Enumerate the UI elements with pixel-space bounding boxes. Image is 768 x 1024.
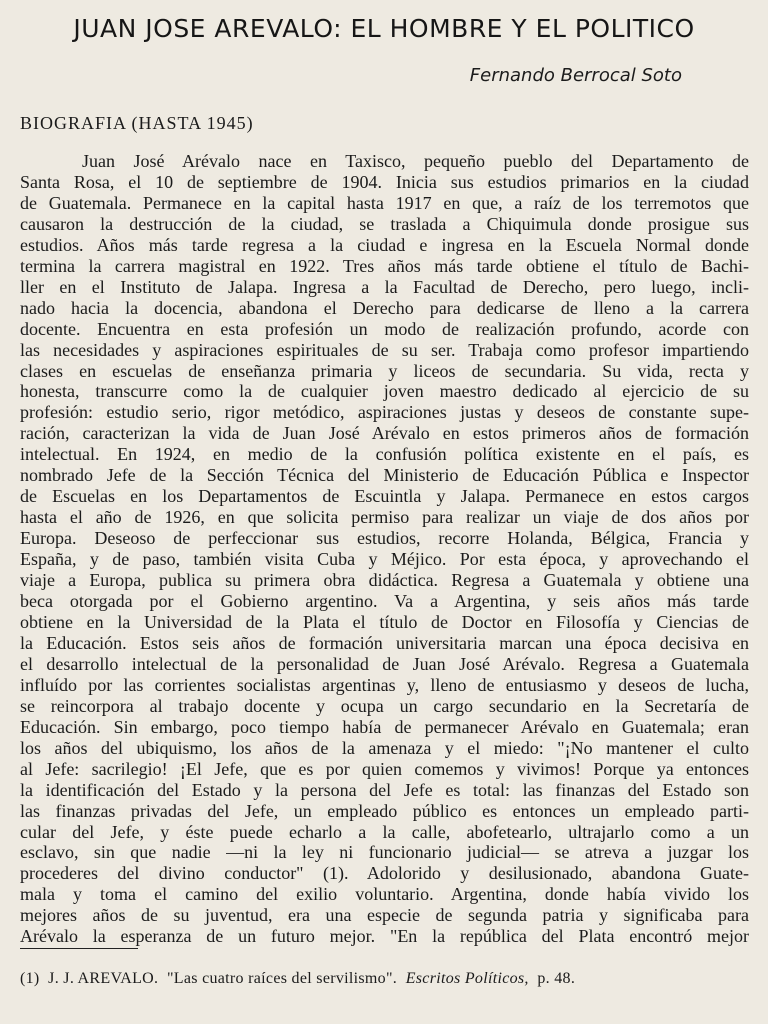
body-line: termina la carrera magistral en 1922. Tres años más tarde obtiene el título de Bachi- bbox=[20, 255, 749, 276]
footnote-author: J. J. AREVALO. bbox=[48, 970, 159, 987]
body-line: esclavo, sin que nadie —ni la ley ni funcionario judicial— se atreva a juzgar los bbox=[20, 842, 749, 863]
article-title: JUAN JOSE AREVALO: EL HOMBRE Y EL POLITICO bbox=[73, 14, 695, 43]
body-line: influído por las corrientes socialistas argentinas y, lleno de entusiasmo y deseos de lucha, bbox=[20, 674, 749, 695]
body-line: Santa Rosa, el 10 de septiembre de 1904. Inicia sus estudios primarios en la ciudad bbox=[20, 171, 749, 192]
footnote-page: p. 48. bbox=[537, 970, 576, 987]
footnote-marker: (1) bbox=[20, 970, 40, 987]
body-line: se reincorpora al trabajo docente y ocupa un cargo secundario en la Secretaría de bbox=[20, 695, 749, 716]
body-text bbox=[20, 151, 749, 947]
body-line: docente. Encuentra en esta profesión un modo de realización profundo, acorde con bbox=[20, 318, 749, 339]
body-line: honesta, transcurre como la de cualquier joven maestro dedicado al ejercicio de su bbox=[20, 381, 749, 402]
footnote-divider bbox=[20, 948, 138, 949]
body-line: obtiene en la Universidad de la Plata el título de Doctor en Filosofía y Ciencias de bbox=[20, 611, 749, 632]
body-line: procederes del divino conductor" (1). Adolorido y desilusionado, abandona Guate- bbox=[20, 863, 749, 884]
body-line: ración, caracterizan la vida de Juan José Arévalo en estos primeros años de formación bbox=[20, 423, 749, 444]
body-line: beca otorgada por el Gobierno argentino. Va a Argentina, y seis años más tarde bbox=[20, 591, 749, 612]
section-heading: BIOGRAFIA (HASTA 1945) bbox=[20, 113, 254, 133]
body-line: intelectual. En 1924, en medio de la confusión política existente en el país, es bbox=[20, 444, 749, 465]
body-line: hasta el año de 1926, en que solicita permiso para realizar un viaje de dos años por bbox=[20, 507, 749, 528]
body-line: nombrado Jefe de la Sección Técnica del Ministerio de Educación Pública e Inspector bbox=[20, 465, 749, 486]
footnote-chapter: "Las cuatro raíces del servilismo". bbox=[166, 970, 398, 987]
body-line: profesión: estudio serio, rigor metódico, aspiraciones justas y deseos de constante supe- bbox=[20, 402, 749, 423]
body-line: nado hacia la docencia, abandona el Derecho para dedicarse de lleno a la carrera bbox=[20, 297, 749, 318]
body-line: viaje a Europa, publica su primera obra didáctica. Regresa a Guatemala y obtiene una bbox=[20, 570, 749, 591]
body-line: cular del Jefe, y éste puede echarlo a la calle, abofetearlo, ultrajarlo como a un bbox=[20, 821, 749, 842]
body-line: de Escuelas en los Departamentos de Escuintla y Jalapa. Permanece en estos cargos bbox=[20, 486, 749, 507]
body-line: Europa. Deseoso de perfeccionar sus estudios, recorre Holanda, Bélgica, Francia y bbox=[20, 528, 749, 549]
body-line: clases en escuelas de enseñanza primaria y liceos de secundaria. Su vida, recta y bbox=[20, 360, 749, 381]
body-line: las finanzas privadas del Jefe, un empleado público es entonces un empleado parti- bbox=[20, 800, 749, 821]
body-line: Juan José Arévalo nace en Taxisco, pequeño pueblo del Departamento de bbox=[82, 151, 749, 171]
body-line: el desarrollo intelectual de la personalidad de Juan José Arévalo. Regresa a Guatemala bbox=[20, 653, 749, 674]
body-line: ller en el Instituto de Jalapa. Ingresa a la Facultad de Derecho, pero luego, incli- bbox=[20, 276, 749, 297]
author-name: Fernando Berrocal Soto bbox=[469, 65, 682, 86]
body-line: mejores años de su juventud, era una especie de segunda patria y significaba para bbox=[20, 905, 749, 926]
body-line: mala y toma el camino del exilio voluntario. Argentina, donde había vivido los bbox=[20, 884, 749, 905]
body-line: la identificación del Estado y la persona del Jefe es total: las finanzas del Estado son bbox=[20, 779, 749, 800]
body-line: causaron la destrucción de la ciudad, se traslada a Chiquimula donde prosigue sus bbox=[20, 213, 749, 234]
body-line: las necesidades y aspiraciones espirituales de su ser. Trabaja como profesor impartiendo bbox=[20, 339, 749, 360]
body-line: la Educación. Estos seis años de formación universitaria marcan una época decisiva en bbox=[20, 632, 749, 653]
body-line: España, y de paso, también visita Cuba y Méjico. Por esta época, y aprovechando el bbox=[20, 549, 749, 570]
body-line: Educación. Sin embargo, poco tiempo había de permanecer Arévalo en Guatemala; eran bbox=[20, 716, 749, 737]
body-line: de Guatemala. Permanece en la capital hasta 1917 en que, a raíz de los terremotos que bbox=[20, 192, 749, 213]
footnote-work: Escritos Políticos, bbox=[405, 970, 529, 987]
body-line: estudios. Años más tarde regresa a la ciudad e ingresa en la Escuela Normal donde bbox=[20, 234, 749, 255]
body-line: Arévalo la esperanza de un futuro mejor. "En la república del Plata encontró mejor bbox=[20, 926, 749, 947]
body-line: al Jefe: sacrilegio! ¡El Jefe, que es por quien comemos y vivimos! Porque ya entonces bbox=[20, 758, 749, 779]
body-line: los años del ubiquismo, los años de la amenaza y el miedo: "¡No mantener el culto bbox=[20, 737, 749, 758]
footnote bbox=[20, 970, 575, 988]
